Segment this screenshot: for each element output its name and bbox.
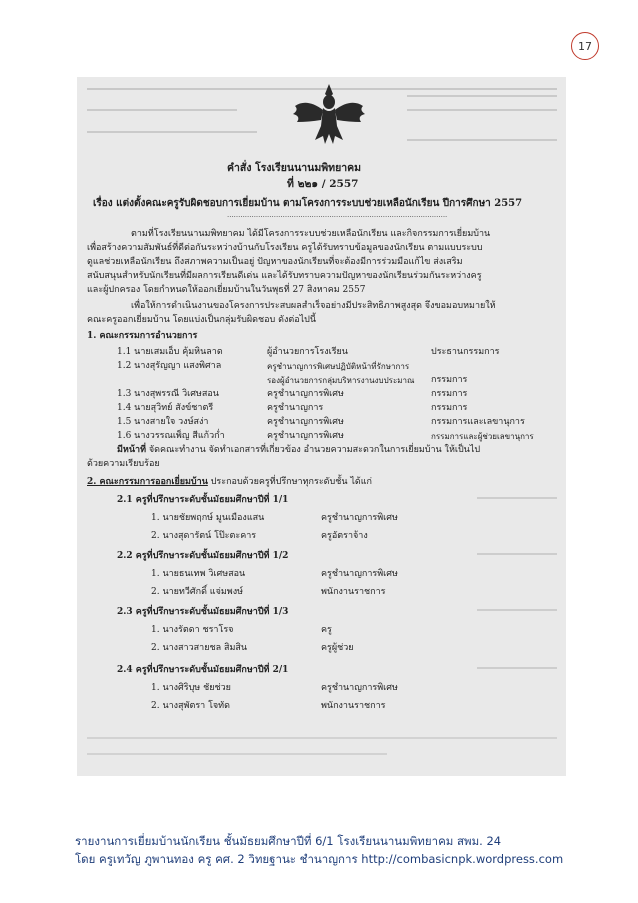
- advisor-name: 1. นางรัตดา ชราโรจ: [151, 625, 234, 635]
- committee-position: รองผู้อำนวยการกลุ่มบริหารงานงบประมาณ: [267, 376, 415, 385]
- advisor-name: 1. นายธนเทพ วิเศษสอน: [151, 569, 246, 579]
- committee-position: ครูชำนาญการพิเศษ: [267, 431, 344, 441]
- committee-name: 1.3 นางสุพรรณี วิเศษสอน: [117, 389, 219, 399]
- bleed-through-line: [87, 753, 387, 755]
- section-2-heading-rest: ประกอบด้วยครูที่ปรึกษาทุกระดับชั้น ได้แก่: [207, 477, 372, 487]
- bleed-through-line: [87, 737, 557, 739]
- advisor-position: ครูชำนาญการพิเศษ: [321, 513, 398, 523]
- garuda-emblem-icon: [289, 80, 369, 150]
- committee-name: 1.2 นางสุรัญญา แสงพิศาล: [117, 361, 222, 371]
- footer-report-title: รายงานการเยี่ยมบ้านนักเรียน ชั้นมัธยมศึกษาปีที่ 6/1 โรงเรียนนานมพิทยาคม สพม. 24: [75, 834, 502, 848]
- bleed-through-line: [407, 109, 557, 111]
- footer-author-line: โดย ครูเทวัญ ภูพานทอง ครู คศ. 2 วิทยฐานะ ชำนาญการ http://combasicnpk.wordpress.com: [75, 852, 564, 866]
- advisor-position: พนักงานราชการ: [321, 587, 386, 597]
- duty-line-2: ด้วยความเรียบร้อย: [87, 459, 160, 469]
- committee-role: ประธานกรรมการ: [431, 347, 500, 357]
- advisor-position: ครูอัตราจ้าง: [321, 531, 368, 541]
- committee-role: กรรมการ: [431, 403, 468, 413]
- bleed-through-line: [477, 553, 557, 555]
- advisor-name: 2. นางสุดารัตน์ โป๊ะตะคาร: [151, 531, 257, 541]
- bleed-through-line: [87, 109, 237, 111]
- paragraph-line: คณะครูออกเยี่ยมบ้าน โดยแบ่งเป็นกลุ่มรับผิดชอบ ดังต่อไปนี้: [87, 315, 316, 325]
- bleed-through-line: [407, 95, 557, 97]
- committee-name: 1.6 นางวรรณเพ็ญ สีแก้วก่ำ: [117, 431, 225, 441]
- bleed-through-line: [477, 497, 557, 499]
- dotted-rule: ...................................................................................................: [227, 211, 448, 219]
- section-2-heading-line: [87, 477, 372, 488]
- scanned-document: [77, 77, 566, 776]
- committee-position: ครูชำนาญการพิเศษ: [267, 389, 344, 399]
- duty-line: [117, 445, 480, 456]
- section-1-heading: 1. คณะกรรมการอำนวยการ: [87, 331, 198, 341]
- committee-position: ผู้อำนวยการโรงเรียน: [267, 347, 348, 357]
- committee-position: ครูชำนาญการ: [267, 403, 324, 413]
- bleed-through-line: [477, 667, 557, 669]
- order-subject: เรื่อง แต่งตั้งคณะครูรับผิดชอบการเยี่ยมบ้าน ตามโครงการระบบช่วยเหลือนักเรียน ปีการศึกษา 2557: [93, 198, 523, 209]
- advisor-position: ครูผู้ช่วย: [321, 643, 354, 653]
- committee-position: ครูชำนาญการพิเศษ: [267, 417, 344, 427]
- committee-name: 1.4 นายสุวิทย์ สังข์ชาตรี: [117, 403, 214, 413]
- advisor-group-title: 2.3 ครูที่ปรึกษาระดับชั้นมัธยมศึกษาปีที่ 1/3: [117, 607, 289, 617]
- advisor-position: ครูชำนาญการพิเศษ: [321, 569, 398, 579]
- committee-role: กรรมการและเลขานุการ: [431, 417, 525, 427]
- advisor-position: ครู: [321, 625, 332, 635]
- advisor-position: ครูชำนาญการพิเศษ: [321, 683, 398, 693]
- advisor-position: พนักงานราชการ: [321, 701, 386, 711]
- advisor-name: 2. นางสุพัตรา โจทัด: [151, 701, 230, 711]
- committee-role: กรรมการ: [431, 375, 468, 385]
- paragraph-line: และผู้ปกครอง โดยกำหนดให้ออกเยี่ยมบ้านในวันพุธที่ 27 สิงหาคม 2557: [87, 285, 366, 295]
- order-number: ที่ ๒๒๑ / 2557: [287, 178, 359, 190]
- bleed-through-line: [477, 609, 557, 611]
- advisor-name: 2. นางสาวสายชล สิมสิน: [151, 643, 248, 653]
- paragraph-line: ดูแลช่วยเหลือนักเรียน ถึงสภาพความเป็นอยู่ ปัญหาของนักเรียนที่จะต้องมีการร่วมมือแก้ไข ส่งเสริม: [87, 257, 463, 267]
- advisor-name: 2. นายทวีศักดิ์ แจ่มพงษ์: [151, 587, 244, 597]
- committee-role: กรรมการและผู้ช่วยเลขานุการ: [431, 432, 534, 441]
- advisor-group-title: 2.4 ครูที่ปรึกษาระดับชั้นมัธยมศึกษาปีที่ 2/1: [117, 665, 289, 675]
- order-title: คำสั่ง โรงเรียนนานมพิทยาคม: [227, 162, 362, 174]
- committee-name: 1.1 นายเสมเอ็บ คุ้มหินลาด: [117, 347, 223, 357]
- committee-role: กรรมการ: [431, 389, 468, 399]
- advisor-name: 1. นางศิริบุษ ชัยช่วย: [151, 683, 231, 693]
- bleed-through-line: [407, 139, 557, 141]
- page-number-badge: 17: [571, 32, 599, 60]
- committee-position: ครูชำนาญการพิเศษปฏิบัติหน้าที่รักษาการ: [267, 362, 410, 371]
- advisor-group-title: 2.2 ครูที่ปรึกษาระดับชั้นมัธยมศึกษาปีที่ 1/2: [117, 551, 289, 561]
- duty-text: จัดคณะทำงาน จัดทำเอกสารที่เกี่ยวข้อง อำนวยความสะดวกในการเยี่ยมบ้าน ให้เป็นไป: [146, 445, 481, 455]
- duty-label: มีหน้าที่: [117, 445, 147, 455]
- committee-name: 1.5 นางสายใจ วงษ์สง่า: [117, 417, 209, 427]
- advisor-name: 1. นายชัยพฤกษ์ มูนเมืองแสน: [151, 513, 265, 523]
- paragraph-line: สนับสนุนสำหรับนักเรียนที่มีผลการเรียนดีเด่น และได้รับทราบความปัญหาของนักเรียนร่วมกันระหว่างครู: [87, 271, 482, 281]
- paragraph-line: เพื่อให้การดำเนินงานของโครงการประสบผลสำเร็จอย่างมีประสิทธิภาพสูงสุด จึงขอมอบหมายให้: [131, 301, 496, 311]
- advisor-group-title: 2.1 ครูที่ปรึกษาระดับชั้นมัธยมศึกษาปีที่ 1/1: [117, 495, 289, 505]
- paragraph-line: เพื่อสร้างความสัมพันธ์ที่ดีต่อกันระหว่างบ้านกับโรงเรียน ครูได้รับทราบข้อมูลของนักเรียน ตามแบบระบบ: [87, 243, 483, 253]
- bleed-through-line: [87, 131, 257, 133]
- paragraph-line: ตามที่โรงเรียนนานมพิทยาคม ได้มีโครงการระบบช่วยเหลือนักเรียน และกิจกรรมการเยี่ยมบ้าน: [131, 229, 491, 239]
- section-2-heading: 2. คณะกรรมการออกเยี่ยมบ้าน: [87, 477, 208, 487]
